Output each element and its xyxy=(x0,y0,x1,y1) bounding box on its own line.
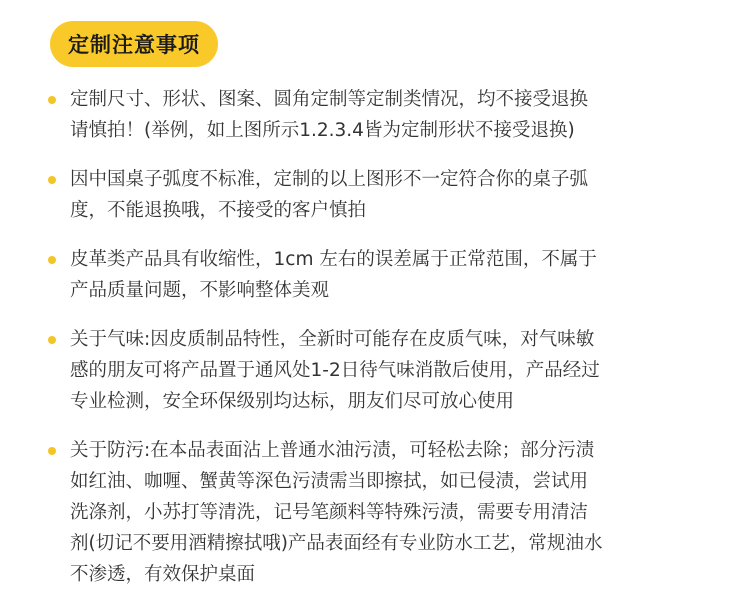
note-line: 关于防污:在本品表面沾上普通水油污渍，可轻松去除；部分污渍 xyxy=(70,440,595,461)
bullet-dot-icon xyxy=(48,256,56,264)
note-item xyxy=(48,435,708,590)
bullet-dot-icon xyxy=(48,447,56,455)
note-line: 请慎拍！(举例，如上图所示1.2.3.4皆为定制形状不接受退换) xyxy=(70,120,575,141)
note-item xyxy=(48,84,708,146)
bullet-dot-icon xyxy=(48,176,56,184)
bullet-dot-icon xyxy=(48,336,56,344)
note-line: 因中国桌子弧度不标准，定制的以上图形不一定符合你的桌子弧 xyxy=(70,169,589,190)
note-line: 如红油、咖喱、蟹黄等深色污渍需当即擦拭，如已侵渍，尝试用 xyxy=(70,471,589,492)
section-title-badge xyxy=(50,21,218,67)
note-line: 专业检测，安全环保级别均达标，朋友们尽可放心使用 xyxy=(70,391,515,412)
note-line: 度，不能退换哦，不接受的客户慎拍 xyxy=(70,200,367,221)
note-line: 不渗透，有效保护桌面 xyxy=(70,564,256,585)
note-item xyxy=(48,244,708,306)
note-item xyxy=(48,324,708,417)
notes-list xyxy=(48,84,708,608)
section-title: 定制注意事项 xyxy=(68,33,200,57)
note-line: 洗涤剂，小苏打等清洗，记号笔颜料等特殊污渍，需要专用清洁 xyxy=(70,502,589,523)
note-item xyxy=(48,164,708,226)
note-line: 剂(切记不要用酒精擦拭哦)产品表面经有专业防水工艺，常规油水 xyxy=(70,533,603,554)
note-line: 感的朋友可将产品置于通风处1-2日待气味消散后使用，产品经过 xyxy=(70,360,600,381)
note-line: 关于气味:因皮质制品特性，全新时可能存在皮质气味，对气味敏 xyxy=(70,329,595,350)
note-line: 定制尺寸、形状、图案、圆角定制等定制类情况，均不接受退换 xyxy=(70,89,589,110)
note-line: 产品质量问题，不影响整体美观 xyxy=(70,280,330,301)
note-line: 皮革类产品具有收缩性，1cm 左右的误差属于正常范围，不属于 xyxy=(70,249,597,270)
bullet-dot-icon xyxy=(48,96,56,104)
